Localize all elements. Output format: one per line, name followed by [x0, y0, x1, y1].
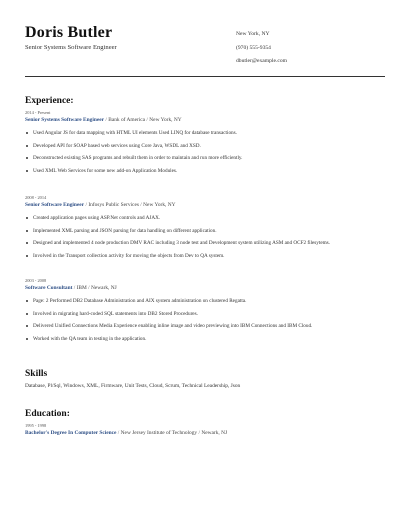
job-role: Software Consultant — [25, 285, 73, 291]
list-item: Page: 2 Performed DB2 Database Administration and AIX system administration on clustered Regatta. — [25, 295, 385, 308]
contact-location: New York, NY — [236, 31, 270, 37]
education-degree: Bachelor's Degree In Computer Science — [25, 430, 117, 436]
skills-heading: Skills — [25, 369, 48, 379]
candidate-name: Doris Butler — [25, 24, 113, 41]
job-role-line: Senior Systems Software Engineer / Bank of America / New York, NY — [25, 117, 182, 123]
education-location: Newark, NJ — [201, 430, 228, 436]
job-bullets — [25, 127, 385, 177]
job-entry-1 — [25, 110, 385, 177]
job-company: Infosys Public Services — [88, 202, 139, 208]
job-dates: 2008 - 2014 — [25, 195, 47, 200]
list-item: Delivered Unified Connections Media Experience enabling inline image and video previewing into IBM Connections and IBM Cloud. — [25, 320, 385, 333]
header-divider — [25, 76, 385, 77]
education-line: Bachelor's Degree In Computer Science / New Jersey Institute of Technology / Newark, NJ — [25, 430, 228, 436]
job-location: New York, NY — [143, 202, 176, 208]
job-location: New York, NY — [149, 117, 182, 123]
list-item: Involved in migrating hard-coded SQL statements into DB2 Stored Procedures. — [25, 308, 385, 321]
job-dates: 2003 - 2008 — [25, 278, 47, 283]
list-item: Used XML Web Services for some new add-on Application Modules. — [25, 165, 385, 178]
experience-heading: Experience: — [25, 96, 74, 106]
job-dates: 2014 - Present — [25, 110, 51, 115]
job-bullets — [25, 212, 385, 262]
list-item: Designed and implemented 4 node production DMV RAC including 3 node test and Development system utilizing ASM and OCF2 filesytems. — [25, 237, 385, 250]
list-item: Worked with the QA team in testing in the application. — [25, 333, 385, 346]
job-entry-3 — [25, 278, 385, 345]
job-role: Senior Software Engineer — [25, 202, 85, 208]
job-role: Senior Systems Software Engineer — [25, 117, 105, 123]
education-entry — [25, 423, 385, 437]
job-bullets — [25, 295, 385, 345]
resume-header — [25, 24, 385, 80]
education-heading: Education: — [25, 409, 70, 419]
job-entry-2 — [25, 195, 385, 262]
job-role-line: Software Consultant / IBM / Newark, NJ — [25, 285, 117, 291]
list-item: Used Angular JS for data mapping with HTML UI elements Used LINQ for database transactions. — [25, 127, 385, 140]
job-company: Bank of America — [108, 117, 146, 123]
contact-phone: (970) 555-9354 — [236, 44, 271, 51]
list-item: Developed API for SOAP based web services using Core Java, WSDL and XSD. — [25, 140, 385, 153]
job-company: IBM — [76, 285, 87, 291]
list-item: Deconstructed existing SAS programs and rebuilt them in order to maintain and run more efficiently. — [25, 152, 385, 165]
skills-list: Database, Pl/Sql, Windows, XML, Firmware, Unit Tests, Cloud, Scrum, Technical Leadership, Json — [25, 383, 241, 389]
list-item: Implemented XML parsing and JSON parsing for data handling on different application. — [25, 225, 385, 238]
job-location: Newark, NJ — [91, 285, 117, 291]
contact-block — [236, 28, 287, 69]
candidate-title: Senior Systems Software Engineer — [25, 44, 117, 51]
education-dates: 1995 - 1998 — [25, 423, 47, 428]
list-item: Created application pages using ASP.Net controls and AJAX. — [25, 212, 385, 225]
job-role-line: Senior Software Engineer / Infosys Public Services / New York, NY — [25, 202, 176, 208]
contact-email[interactable]: dbutler@example.com — [236, 58, 287, 64]
list-item: Involved in the Transport collection activity for moving the objects from Dev to QA system. — [25, 250, 385, 263]
education-school: New Jersey Institute of Technology — [120, 430, 198, 436]
